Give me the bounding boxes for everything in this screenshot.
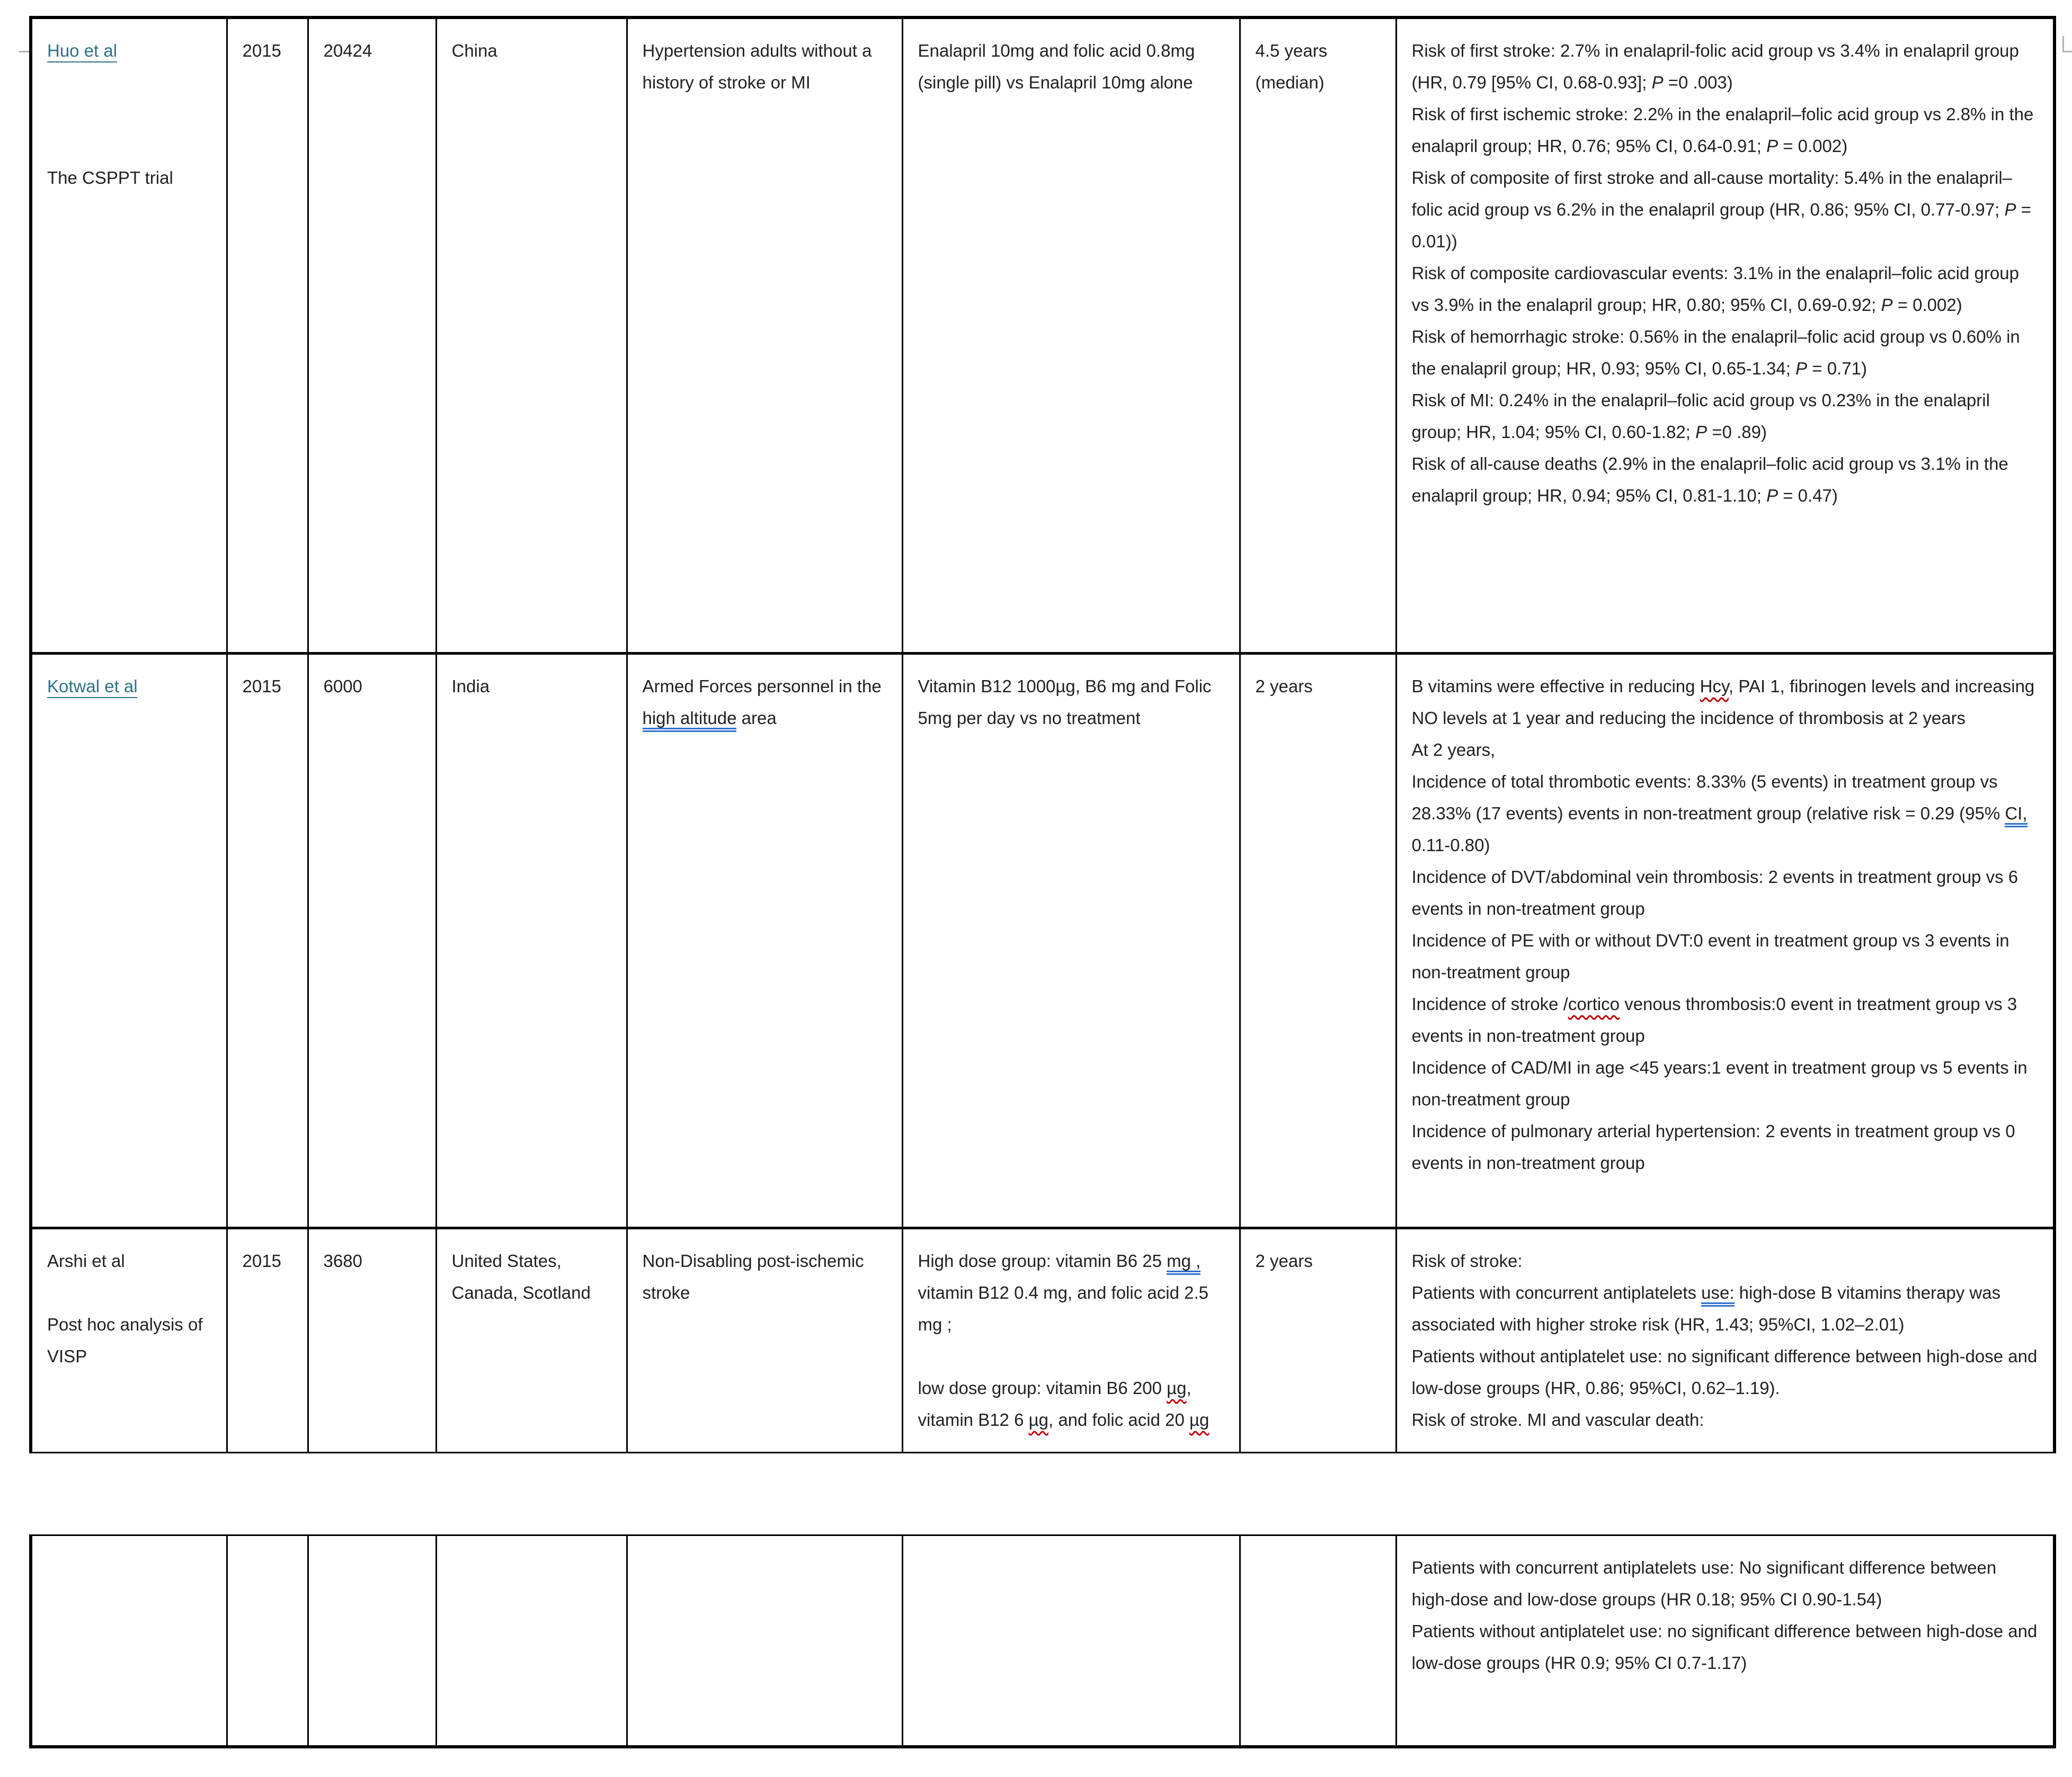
results-cell xyxy=(1396,17,2055,653)
text-run: 2 years xyxy=(1255,1251,1313,1271)
text-run: Incidence of pulmonary arterial hypertension: 2 events in treatment group vs 0 events in non-treatment group xyxy=(1411,1121,2015,1173)
text-run: High dose group: vitamin B6 25 xyxy=(918,1251,1167,1271)
country-cell xyxy=(436,17,627,653)
text-run: 6000 xyxy=(323,676,362,696)
text-run: = 0.002) xyxy=(1778,136,1848,156)
page-margin-mark-right xyxy=(2062,36,2072,52)
year-cell xyxy=(227,1228,308,1452)
population-cell xyxy=(627,1228,902,1452)
study-cell xyxy=(31,653,227,1228)
country-cell-empty xyxy=(436,1535,627,1747)
text-run: , PAI 1, fibrinogen levels and increasing NO levels at 1 year and reducing the incidence of thrombosis at 2 years xyxy=(1411,676,2035,728)
population-cell xyxy=(627,653,902,1228)
sample-size-cell-empty xyxy=(308,1535,436,1747)
population-cell-empty xyxy=(627,1535,902,1747)
text-run: Incidence of PE with or without DVT:0 event in treatment group vs 3 events in non-treatment group xyxy=(1411,930,2009,982)
text-run: =0 .003) xyxy=(1663,73,1733,92)
text-run: area xyxy=(736,708,777,728)
text-run: Risk of first ischemic stroke: 2.2% in the enalapril–folic acid group vs 2.8% in the enalapril group; HR, 0.76; 95% CI, 0.64-0.91; xyxy=(1411,104,2034,156)
evidence-table xyxy=(29,16,2056,1453)
text-run: Vitamin B12 1000µg, B6 mg and Folic 5mg per day vs no treatment xyxy=(918,676,1212,728)
text-run: =0 .89) xyxy=(1707,422,1767,442)
population-cell xyxy=(627,17,902,653)
text-run: P xyxy=(1651,73,1664,92)
text-run: Risk of hemorrhagic stroke: 0.56% in the enalapril–folic acid group vs 0.60% in the enalapril group; HR, 0.93; 95% CI, 0.65-1.34; xyxy=(1411,327,2020,378)
text-run: Hcy xyxy=(1700,676,1729,696)
text-run: Incidence of total thrombotic events: 8.33% (5 events) in treatment group vs 28.33% (17 events) events in non-treatment group (relative risk = 0.29 (95% xyxy=(1411,771,2005,823)
text-run: Non-Disabling post-ischemic stroke xyxy=(642,1251,864,1302)
year-cell xyxy=(227,653,308,1228)
text-run: Armed Forces personnel in the xyxy=(642,676,882,696)
text-run: Patients without antiplatelet use: no significant difference between high-dose and low-dose groups (HR 0.9; 95% CI 0.7-1.17) xyxy=(1411,1621,2038,1673)
duration-cell-empty xyxy=(1240,1535,1396,1747)
text-run: vitamin B12 0.4 mg, and folic acid 2.5 mg ; xyxy=(918,1282,1208,1334)
text-run: Incidence of stroke / xyxy=(1411,994,1568,1014)
text-run: = 0.47) xyxy=(1778,486,1838,505)
text-run: Risk of composite of first stroke and all-cause mortality: 5.4% in the enalapril–folic acid group vs 6.2% in the enalapril group (HR, 0.86; 95% CI, 0.77-0.97; xyxy=(1411,168,2013,219)
text-run: 4.5 years (median) xyxy=(1255,41,1328,92)
text-run: µg xyxy=(1189,1409,1210,1430)
text-run: high-dose B vitamins therapy was associated with higher stroke risk (HR, 1.43; 95%CI, 1.02–2.01) xyxy=(1411,1282,2001,1334)
study-cell-empty xyxy=(31,1535,227,1747)
text-run: Risk of all-cause deaths (2.9% in the enalapril–folic acid group vs 3.1% in the enalapril group; HR, 0.94; 95% CI, 0.81-1.10; xyxy=(1411,454,2008,505)
text-run: Patients with concurrent antiplatelets use: No significant difference between high-dose and low-dose groups (HR 0.18; 95% CI 0.90-1.54) xyxy=(1411,1558,1997,1609)
text-run: µg xyxy=(1028,1409,1048,1430)
text-run: Incidence of CAD/MI in age <45 years:1 event in treatment group vs 5 events in non-treatment group xyxy=(1411,1057,2027,1109)
text-run: low dose group: vitamin B6 200 xyxy=(918,1378,1167,1398)
intervention-cell-empty xyxy=(902,1535,1240,1747)
sample-size-cell xyxy=(308,653,436,1228)
text-run: Risk of stroke: xyxy=(1411,1251,1523,1271)
text-run: , vitamin B12 6 xyxy=(918,1378,1191,1430)
country-cell xyxy=(436,653,627,1228)
text-run: mg , xyxy=(1167,1251,1200,1275)
text-run: Hypertension adults without a history of stroke or MI xyxy=(642,41,872,92)
text-run: P xyxy=(1795,359,1808,378)
text-run: P xyxy=(1766,136,1778,156)
text-run: = 0.002) xyxy=(1892,295,1962,315)
results-cell xyxy=(1396,653,2055,1228)
text-run: The CSPPT trial xyxy=(47,168,173,187)
study-cell xyxy=(31,17,227,653)
studies-table-page1 xyxy=(29,16,2056,1510)
intervention-cell xyxy=(902,1228,1240,1452)
text-run: , and folic acid 20 xyxy=(1048,1409,1189,1430)
duration-cell xyxy=(1240,1228,1396,1452)
text-run: P xyxy=(1695,422,1708,442)
text-run: 20424 xyxy=(323,41,372,60)
sample-size-cell xyxy=(308,1228,436,1452)
text-run: 2015 xyxy=(242,41,281,60)
evidence-table-continued xyxy=(29,1534,2056,1748)
study-hyperlink[interactable]: Kotwal et al xyxy=(47,676,138,696)
text-run: India xyxy=(451,676,490,696)
country-cell xyxy=(436,1228,627,1452)
results-cell xyxy=(1396,1228,2055,1452)
intervention-cell xyxy=(902,17,1240,653)
text-run: 2015 xyxy=(242,1251,281,1271)
study-cell xyxy=(31,1228,227,1452)
text-run: high altitude xyxy=(643,708,737,732)
text-run: P xyxy=(2004,200,2016,219)
text-run: Post hoc analysis of VISP xyxy=(47,1314,203,1366)
table-row-arshi-continued xyxy=(31,1535,2055,1747)
results-cell xyxy=(1396,1535,2055,1747)
study-hyperlink[interactable]: Huo et al xyxy=(47,41,118,60)
text-run: 3680 xyxy=(323,1251,362,1271)
text-run: Risk of composite cardiovascular events: 3.1% in the enalapril–folic acid group vs 3.9% in the enalapril group; HR, 0.80; 95% CI, 0.69-0.92; xyxy=(1411,263,2019,315)
text-run: 2 years xyxy=(1255,676,1313,696)
text-run: Patients without antiplatelet use: no significant difference between high-dose and low-dose groups (HR, 0.86; 95%CI, 0.62–1.19). xyxy=(1411,1346,2038,1398)
table-row-huo xyxy=(31,17,2055,653)
text-run: Arshi et al xyxy=(47,1251,125,1271)
text-run: = 0.71) xyxy=(1807,359,1867,378)
sample-size-cell xyxy=(308,17,436,653)
text-run: µg xyxy=(1167,1378,1187,1398)
text-run: B vitamins were effective in reducing xyxy=(1411,676,1700,696)
studies-table-page2-continuation xyxy=(29,1534,2056,1754)
year-cell-empty xyxy=(227,1535,308,1747)
text-run: At 2 years, xyxy=(1411,739,1496,760)
duration-cell xyxy=(1240,653,1396,1228)
year-cell xyxy=(227,17,308,653)
duration-cell xyxy=(1240,17,1396,653)
text-run: Risk of stroke. MI and vascular death: xyxy=(1411,1409,1704,1430)
text-run: Enalapril 10mg and folic acid 0.8mg (single pill) vs Enalapril 10mg alone xyxy=(918,41,1195,92)
text-run: P xyxy=(1881,295,1893,315)
text-run: Incidence of DVT/abdominal vein thrombosis: 2 events in treatment group vs 6 events in non-treatment group xyxy=(1411,867,2018,918)
text-run: Risk of MI: 0.24% in the enalapril–folic acid group vs 0.23% in the enalapril group; HR, 1.04; 95% CI, 0.60-1.82; xyxy=(1411,390,1990,442)
text-run: P xyxy=(1766,486,1778,505)
text-run: United States, Canada, Scotland xyxy=(451,1251,591,1302)
table-row-kotwal xyxy=(31,653,2055,1228)
text-run: venous thrombosis:0 event in treatment group vs 3 events in non-treatment group xyxy=(1411,994,2017,1046)
text-run: Risk of first stroke: 2.7% in enalapril-folic acid group vs 3.4% in enalapril group (HR, 0.79 [95% CI, 0.68-0.93]; xyxy=(1411,41,2019,92)
text-run: = 0.01)) xyxy=(1411,200,2031,251)
text-run: cortico xyxy=(1568,994,1620,1014)
text-run: Patients with concurrent antiplatelets xyxy=(1411,1282,1702,1302)
text-run: 0.11-0.80) xyxy=(1411,835,1490,855)
text-run: CI, xyxy=(2005,803,2027,827)
table-row-arshi xyxy=(31,1228,2055,1452)
text-run: 2015 xyxy=(242,676,281,696)
text-run: use: xyxy=(1701,1283,1734,1307)
text-run: China xyxy=(451,41,497,60)
intervention-cell xyxy=(902,653,1240,1228)
